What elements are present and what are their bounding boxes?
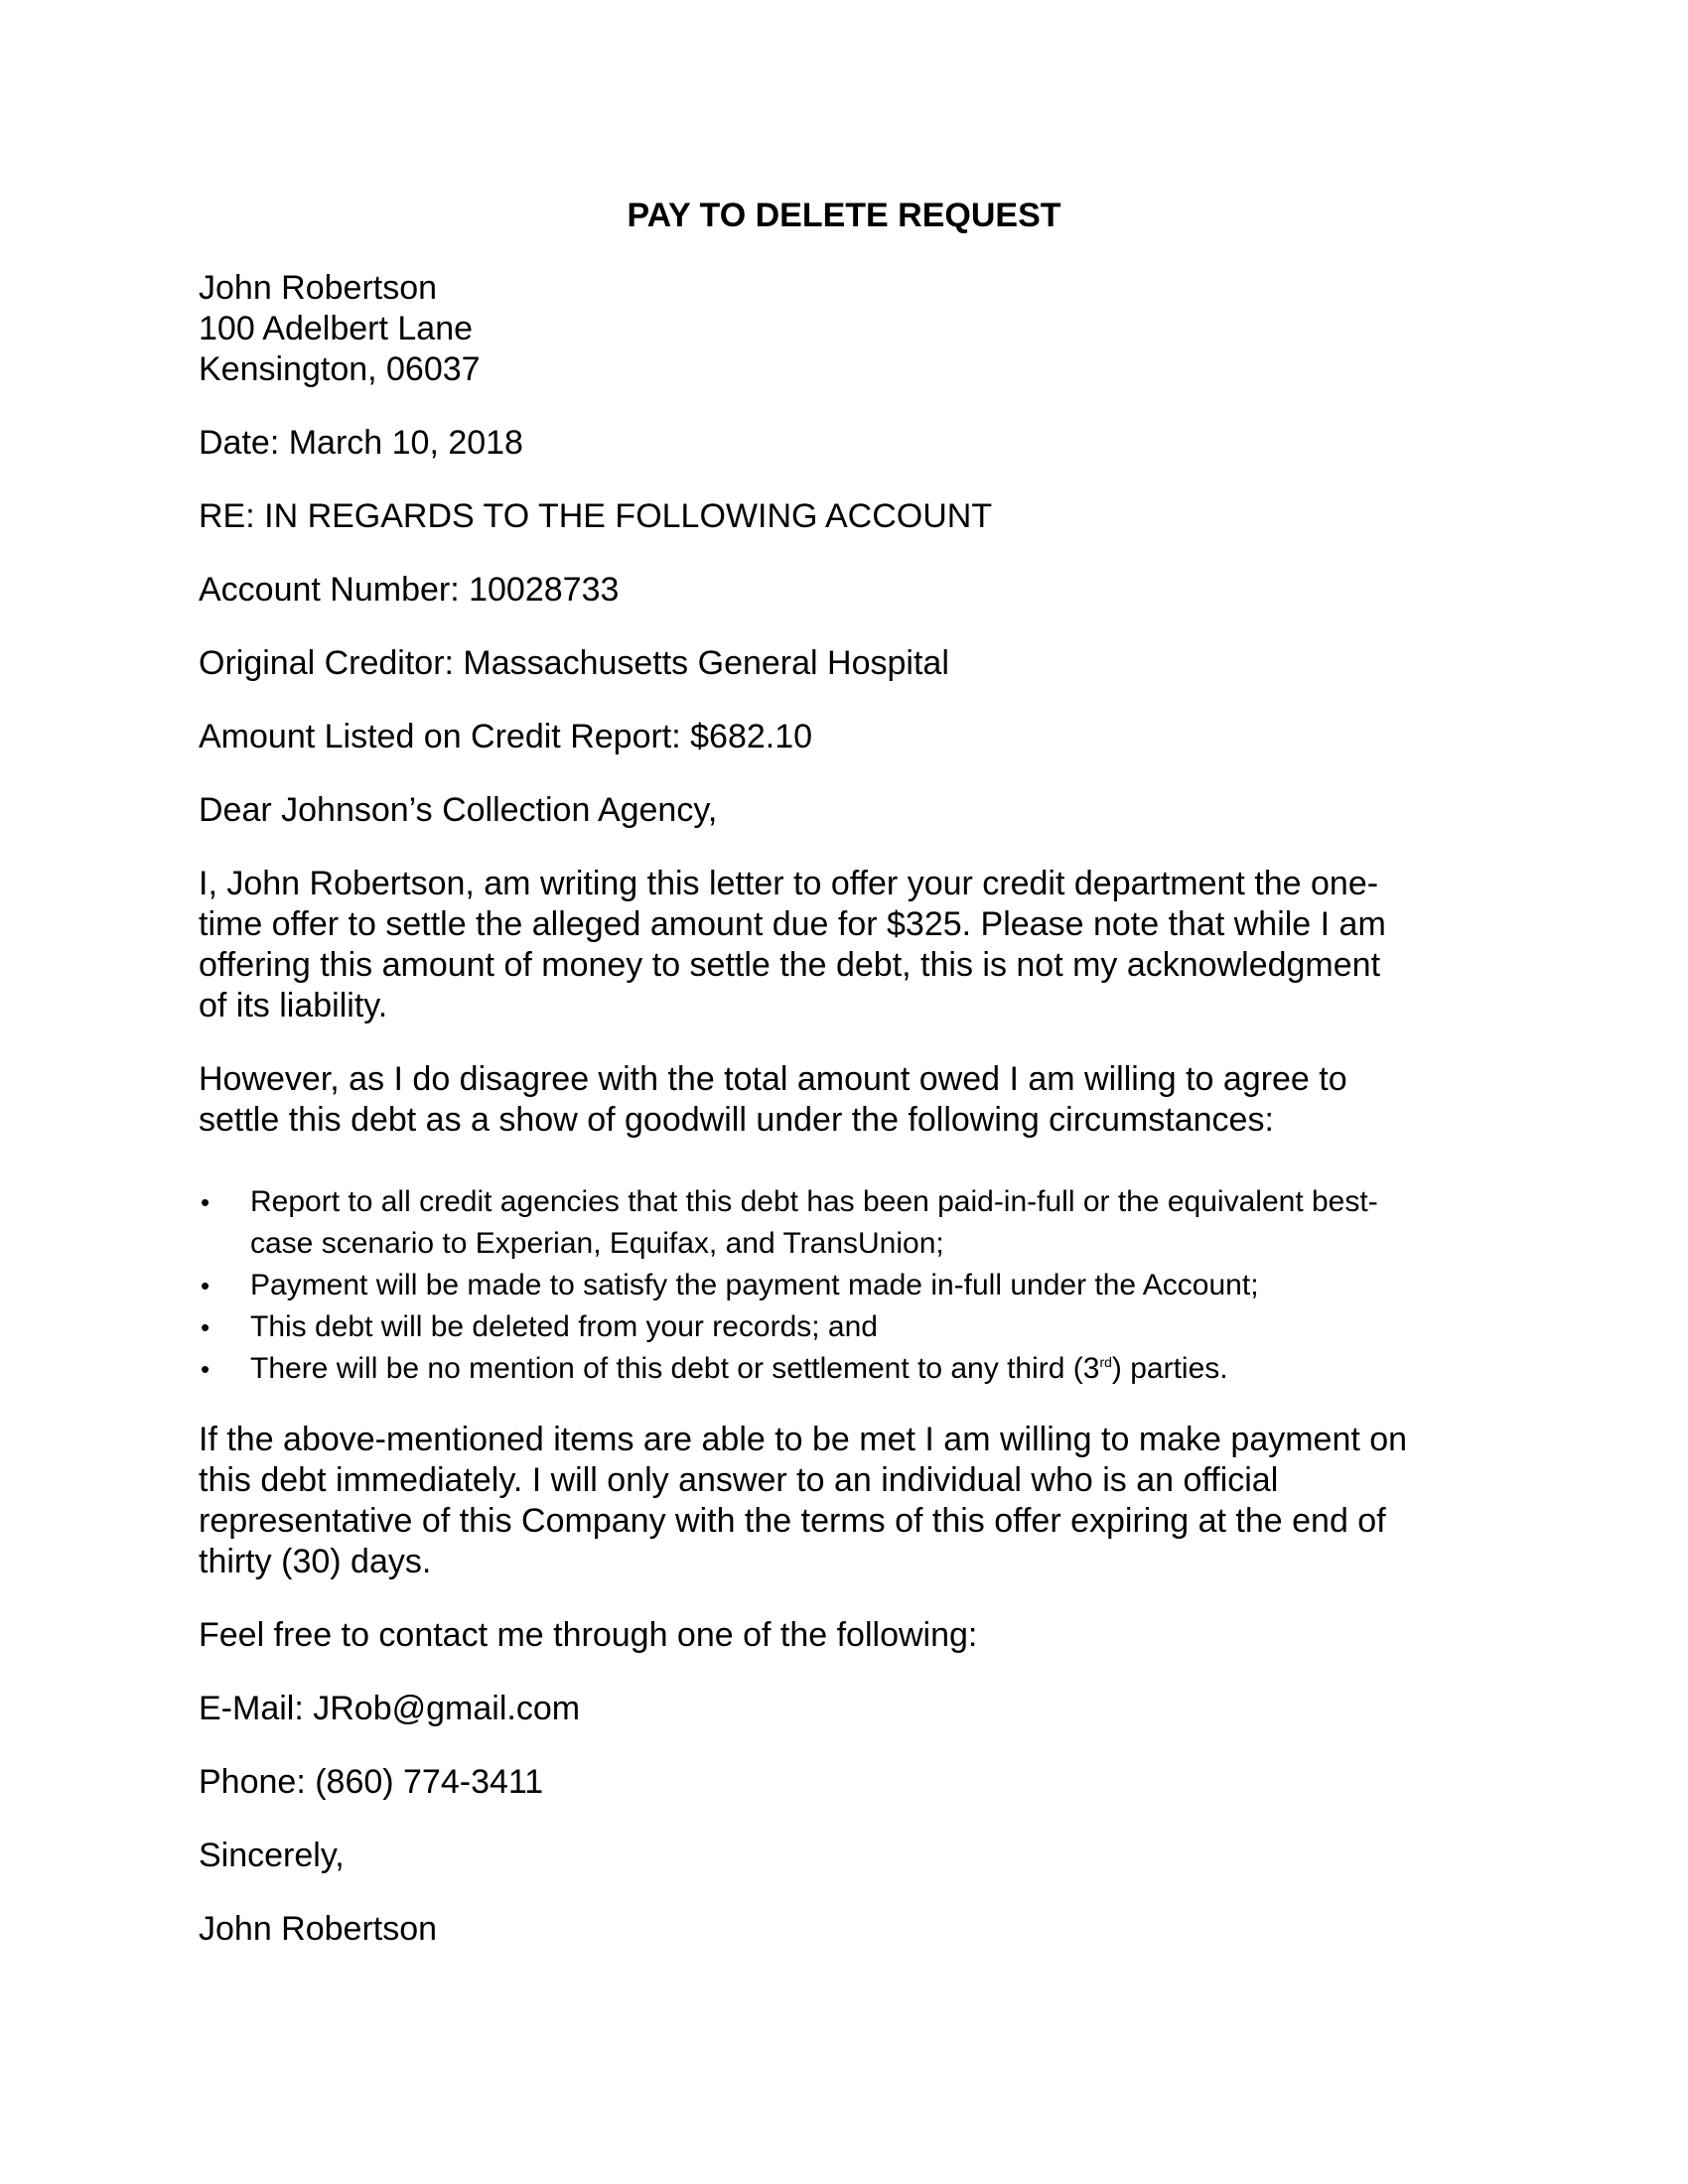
original-creditor <box>199 643 1489 684</box>
paragraph-line: However, as I do disagree with the total amount owed I am willing to agree to <box>199 1060 1347 1098</box>
contact-intro-text: Feel free to contact me through one of the following: <box>199 1616 978 1654</box>
sender-street: 100 Adelbert Lane <box>199 310 474 347</box>
list-item-text <box>250 1348 1489 1390</box>
account-number <box>199 570 1489 611</box>
paragraph-terms <box>199 1420 1489 1582</box>
salutation <box>199 790 1489 831</box>
re-line <box>199 496 1489 537</box>
document-title: PAY TO DELETE REQUEST <box>627 197 1061 234</box>
letter-body <box>199 268 1489 1982</box>
sender-city: Kensington, 06037 <box>199 350 481 388</box>
list-item-text: Payment will be made to satisfy the payment made in-full under the Account; <box>250 1269 1259 1301</box>
ordinal-superscript: rd <box>1099 1354 1112 1370</box>
re-text: RE: IN REGARDS TO THE FOLLOWING ACCOUNT <box>199 497 993 535</box>
list-item-text-part: ) parties. <box>1111 1352 1228 1385</box>
paragraph-line: time offer to settle the alleged amount due for $325. Please note that while I am <box>199 905 1386 943</box>
phone-text: Phone: (860) 774-3411 <box>199 1763 544 1801</box>
list-item-text-part: There will be no mention of this debt or settlement to any third (3 <box>250 1352 1100 1385</box>
sender-address <box>199 268 1489 390</box>
list-item-text: case scenario to Experian, Equifax, and TransUnion; <box>250 1227 944 1260</box>
paragraph-line: this debt immediately. I will only answer to an individual who is an official <box>199 1461 1279 1499</box>
paragraph-line: thirty (30) days. <box>199 1543 432 1580</box>
paragraph-line: of its liability. <box>199 987 388 1024</box>
signature <box>199 1909 1489 1950</box>
signature-text: John Robertson <box>199 1910 438 1948</box>
paragraph-line: offering this amount of money to settle the debt, this is not my acknowledgment <box>199 946 1381 984</box>
bullet-icon: • <box>201 1312 211 1342</box>
contact-email <box>199 1689 1489 1729</box>
date-text: Date: March 10, 2018 <box>199 424 523 462</box>
salutation-text: Dear Johnson’s Collection Agency, <box>199 791 718 829</box>
paragraph-conditions-intro <box>199 1059 1489 1141</box>
sender-name: John Robertson <box>199 269 438 307</box>
original-creditor-text: Original Creditor: Massachusetts General Hospital <box>199 644 949 682</box>
closing <box>199 1836 1489 1876</box>
list-item <box>199 1265 1489 1306</box>
email-text: E-Mail: JRob@gmail.com <box>199 1690 581 1727</box>
list-item <box>199 1348 1489 1390</box>
account-number-text: Account Number: 10028733 <box>199 571 620 609</box>
bullet-icon: • <box>201 1354 211 1384</box>
list-item <box>199 1306 1489 1348</box>
paragraph-line: representative of this Company with the terms of this offer expiring at the end of <box>199 1502 1386 1540</box>
letter-date <box>199 423 1489 464</box>
list-item-text: This debt will be deleted from your records; and <box>250 1310 878 1343</box>
bullet-icon: • <box>201 1187 211 1217</box>
paragraph-line: If the above-mentioned items are able to be met I am willing to make payment on <box>199 1421 1408 1458</box>
amount-listed-text: Amount Listed on Credit Report: $682.10 <box>199 718 813 755</box>
paragraph-line: settle this debt as a show of goodwill under the following circumstances: <box>199 1101 1274 1139</box>
bullet-icon: • <box>201 1271 211 1300</box>
paragraph-line: I, John Robertson, am writing this letter to offer your credit department the one- <box>199 865 1379 902</box>
paragraph-offer <box>199 864 1489 1026</box>
contact-intro <box>199 1615 1489 1656</box>
amount-listed <box>199 717 1489 757</box>
list-item-text: Report to all credit agencies that this debt has been paid-in-full or the equivalent best- <box>250 1185 1378 1218</box>
conditions-list <box>199 1181 1489 1390</box>
closing-text: Sincerely, <box>199 1837 345 1874</box>
list-item <box>199 1181 1489 1265</box>
contact-phone <box>199 1762 1489 1803</box>
